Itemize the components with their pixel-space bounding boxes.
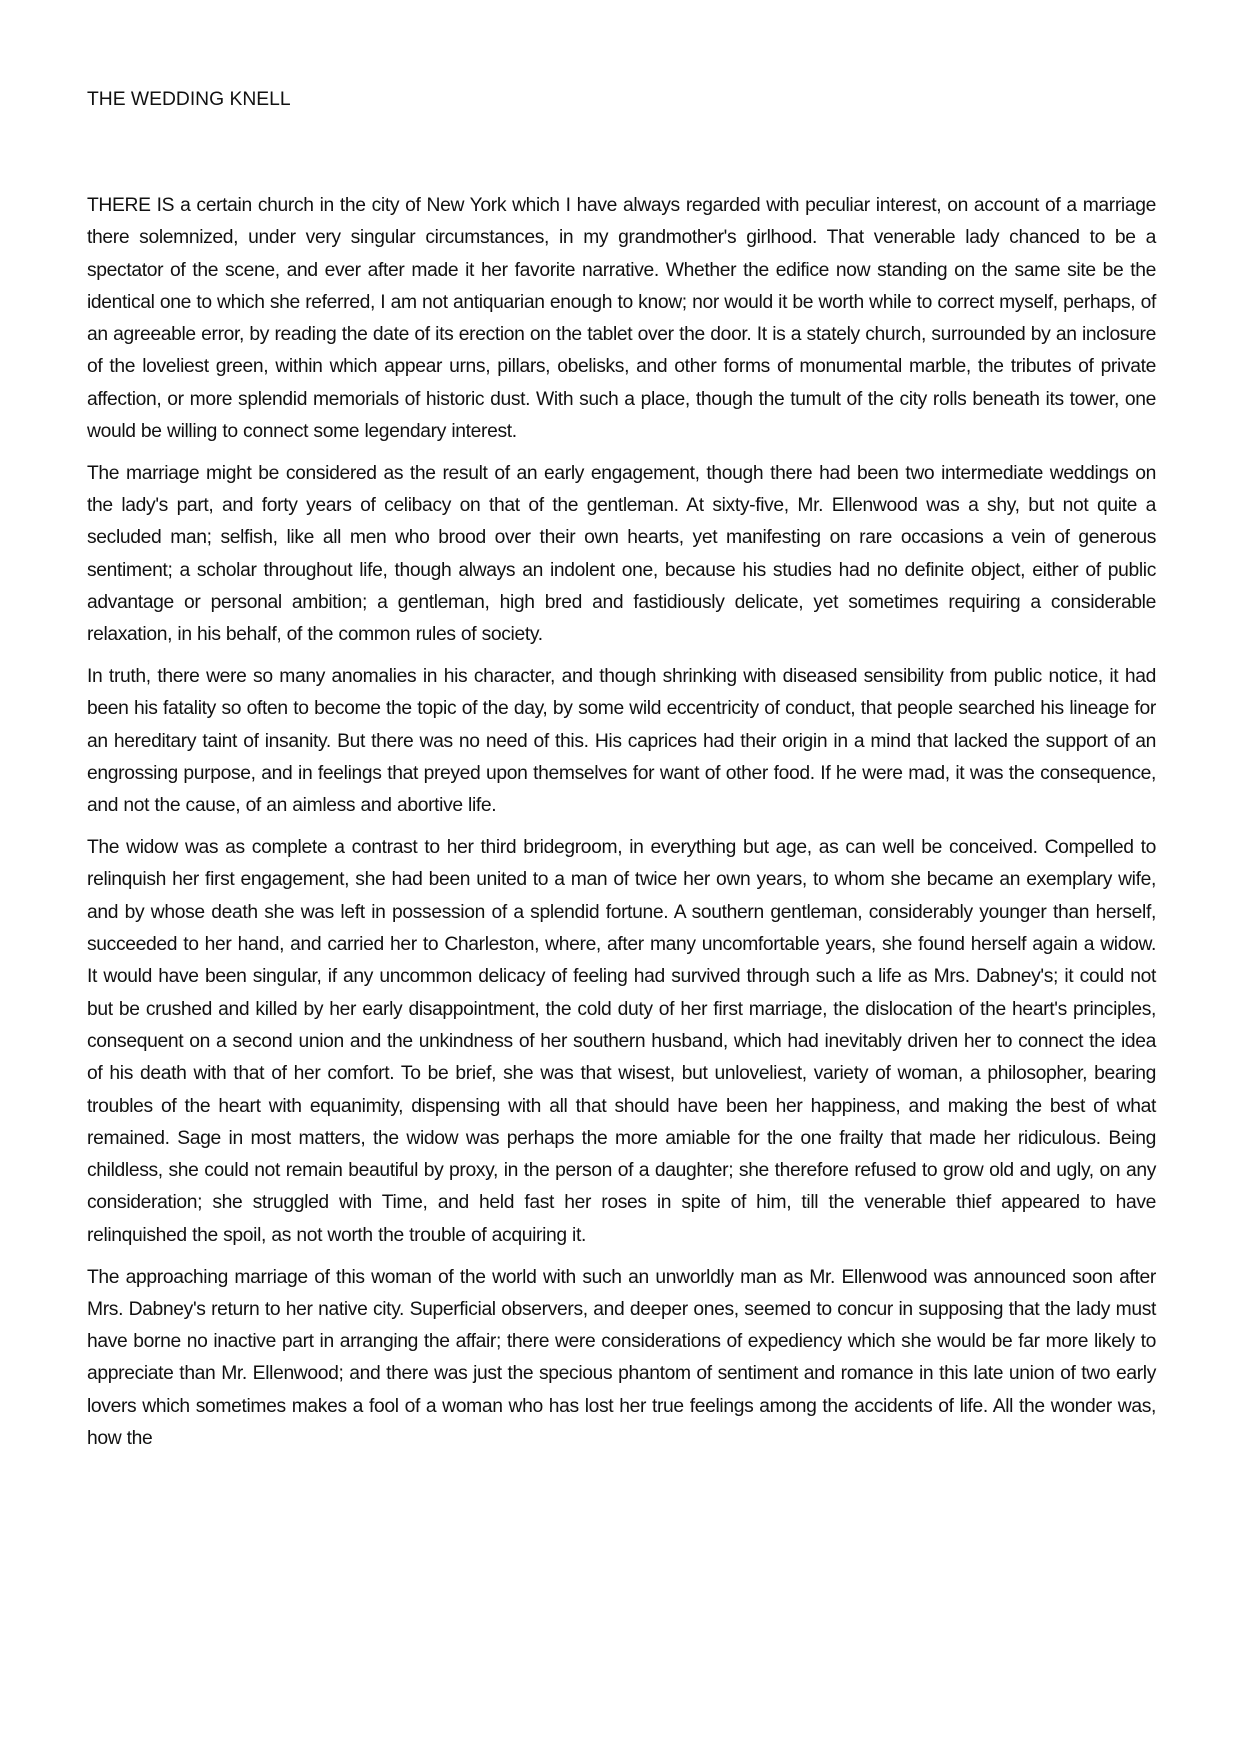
paragraph-4: The widow was as complete a contrast to her third bridegroom, in everything but age, as can well be conceived. Compelled to relinquish her first engagement, she had been united to a man of twice her own years, to whom she became an exemplary wife, and by whose death she was left in possession of a splendid fortune. A southern gentleman, considerably younger than herself, succeeded to her hand, and carried her to Charleston, where, after many uncomfortable years, she found herself again a widow. It would have been singular, if any uncommon delicacy of feeling had survived through such a life as Mrs. Dabney's; it could not but be crushed and killed by her early disappointment, the cold duty of her first marriage, the dislocation of the heart's principles, consequent on a second union and the unkindness of her southern husband, which had inevitably driven her to connect the idea of his death with that of her comfort. To be brief, she was that wisest, but unloveliest, variety of woman, a philosopher, bearing troubles of the heart with equanimity, dispensing with all that should have been her happiness, and making the best of what remained. Sage in most matters, the widow was perhaps the more amiable for the one frailty that made her ridiculous. Being childless, she could not remain beautiful by proxy, in the person of a daughter; she therefore refused to grow old and ugly, on any consideration; she struggled with Time, and held fast her roses in spite of him, till the venerable thief appeared to have relinquished the spoil, as not worth the trouble of acquiring it. xyxy=(87,837,1156,1246)
paragraph-1: THERE IS a certain church in the city of New York which I have always regarded with peculiar interest, on account of a marriage there solemnized, under very singular circumstances, in my grandmother's girlhood. That venerable lady chanced to be a spectator of the scene, and ever after made it her favorite narrative. Whether the edifice now standing on the same site be the identical one to which she referred, I am not antiquarian enough to know; nor would it be worth while to correct myself, perhaps, of an agreeable error, by reading the date of its erection on the tablet over the door. It is a stately church, surrounded by an inclosure of the loveliest green, within which appear urns, pillars, obelisks, and other forms of monumental marble, the tributes of private affection, or more splendid memorials of historic dust. With such a place, though the tumult of the city rolls beneath its tower, one would be willing to connect some legendary interest. xyxy=(87,195,1156,443)
document-body xyxy=(87,190,1156,1465)
paragraph-2: The marriage might be considered as the result of an early engagement, though there had been two intermediate weddings on the lady's part, and forty years of celibacy on that of the gentleman. At sixty-five, Mr. Ellenwood was a shy, but not quite a secluded man; selfish, like all men who brood over their own hearts, yet manifesting on rare occasions a vein of generous sentiment; a scholar throughout life, though always an indolent one, because his studies had no definite object, either of public advantage or personal ambition; a gentleman, high bred and fastidiously delicate, yet sometimes requiring a considerable relaxation, in his behalf, of the common rules of society. xyxy=(87,462,1156,646)
document-title: THE WEDDING KNELL xyxy=(87,89,291,110)
paragraph-3: In truth, there were so many anomalies in his character, and though shrinking with diseased sensibility from public notice, it had been his fatality so often to become the topic of the day, by some wild eccentricity of conduct, that people searched his lineage for an hereditary taint of insanity. But there was no need of this. His caprices had their origin in a mind that lacked the support of an engrossing purpose, and in feelings that preyed upon themselves for want of other food. If he were mad, it was the consequence, and not the cause, of an aimless and abortive life. xyxy=(87,666,1156,817)
paragraph-5: The approaching marriage of this woman of the world with such an unworldly man as Mr. Ellenwood was announced soon after Mrs. Dabney's return to her native city. Superficial observers, and deeper ones, seemed to concur in supposing that the lady must have borne no inactive part in arranging the affair; there were considerations of expediency which she would be far more likely to appreciate than Mr. Ellenwood; and there was just the specious phantom of sentiment and romance in this late union of two early lovers which sometimes makes a fool of a woman who has lost her true feelings among the accidents of life. All the wonder was, how the xyxy=(87,1266,1156,1449)
